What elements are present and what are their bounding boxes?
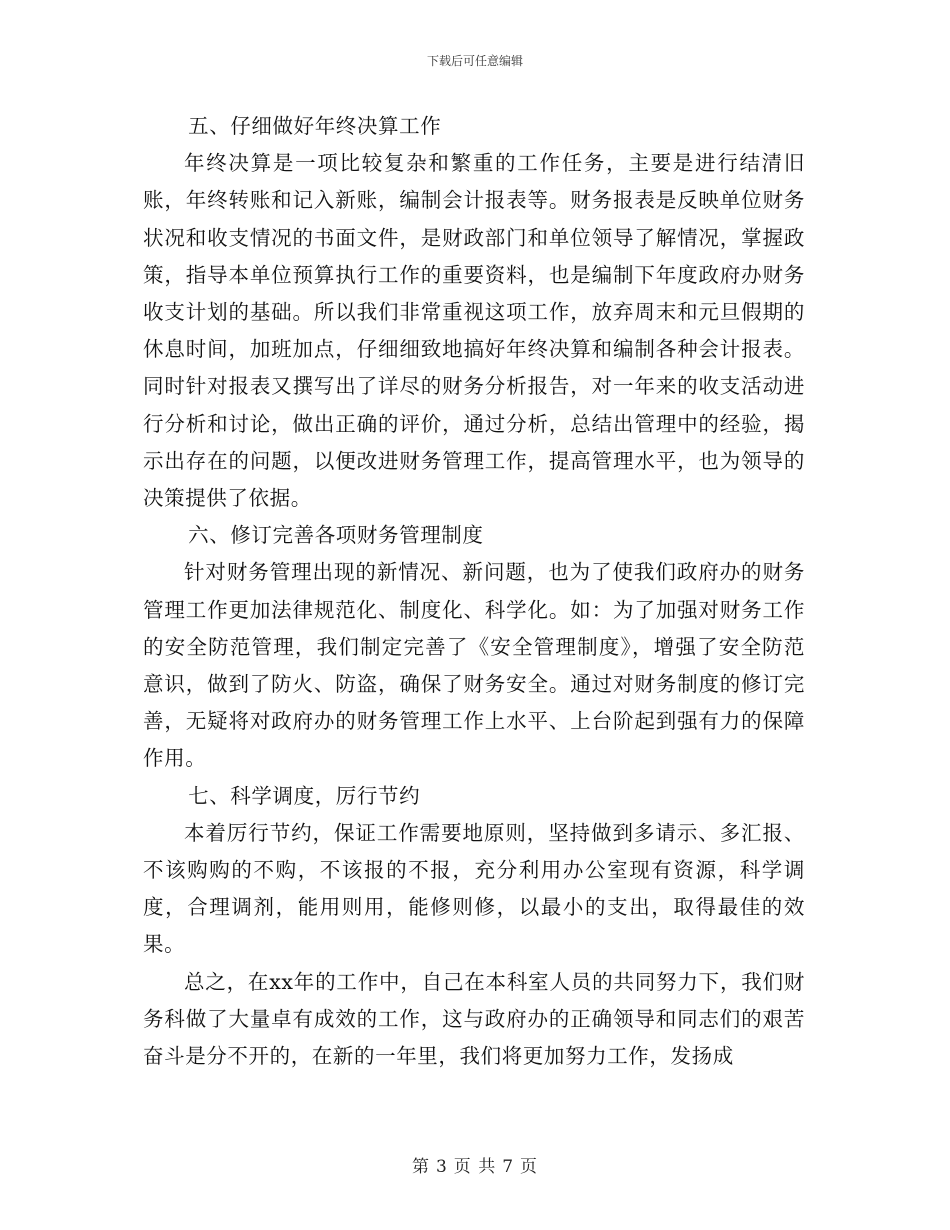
current-page-number: 3 [435, 1157, 448, 1177]
section-heading-7: 七、科学调度，厉行节约 [188, 783, 421, 808]
footer-suffix: 页 [520, 1157, 539, 1177]
page-footer [0, 1152, 950, 1177]
footer-middle: 页 共 [453, 1157, 497, 1177]
total-page-number: 7 [502, 1157, 515, 1177]
paragraph-5: 年终决算是一项比较复杂和繁重的工作任务，主要是进行结清旧账，年终转账和记入新账，编制会计报表等。财务报表是反映单位财务状况和收支情况的书面文件，是财政部门和单位领导了解情况，掌握政策，指导本单位预算执行工作的重要资料，也是编制下年度政府办财务收支计划的基础。所以我们非常重视这项工作，放弃周末和元旦假期的休息时间，加班加点，仔细细致地搞好年终决算和编制各种会计报表。同时针对报表又撰写出了详尽的财务分析报告，对一年来的收支活动进行分析和讨论，做出正确的评价，通过分析，总结出管理中的经验，揭示出存在的问题，以便改进财务管理工作，提高管理水平，也为领导的决策提供了依据。 [143, 151, 805, 511]
section-heading-6: 六、修订完善各项财务管理制度 [188, 523, 484, 548]
document-body [143, 108, 805, 1075]
paragraph-6: 针对财务管理出现的新情况、新问题，也为了使我们政府办的财务管理工作更加法律规范化、制度化、科学化。如：为了加强对财务工作的安全防范管理，我们制定完善了《安全管理制度》，增强了安全防范意识，做到了防火、防盗，确保了财务安全。通过对财务制度的修订完善，无疑将对政府办的财务管理工作上水平、上台阶起到强有力的保障作用。 [143, 560, 805, 771]
paragraph-summary: 总之，在xx年的工作中，自己在本科室人员的共同努力下，我们财务科做了大量卓有成效的工作，这与政府办的正确领导和同志们的艰苦奋斗是分不开的，在新的一年里，我们将更加努力工作，发扬成 [143, 969, 805, 1069]
section-heading-5: 五、仔细做好年终决算工作 [188, 114, 442, 138]
paragraph-7: 本着厉行节约，保证工作需要地原则，坚持做到多请示、多汇报、不该购购的不购，不该报的不报，充分利用办公室现有资源，科学调度，合理调剂，能用则用，能修则修，以最小的支出，取得最佳的效果。 [143, 820, 805, 957]
page-header: 下载后可任意编辑 [426, 54, 523, 68]
footer-prefix: 第 [411, 1157, 430, 1177]
